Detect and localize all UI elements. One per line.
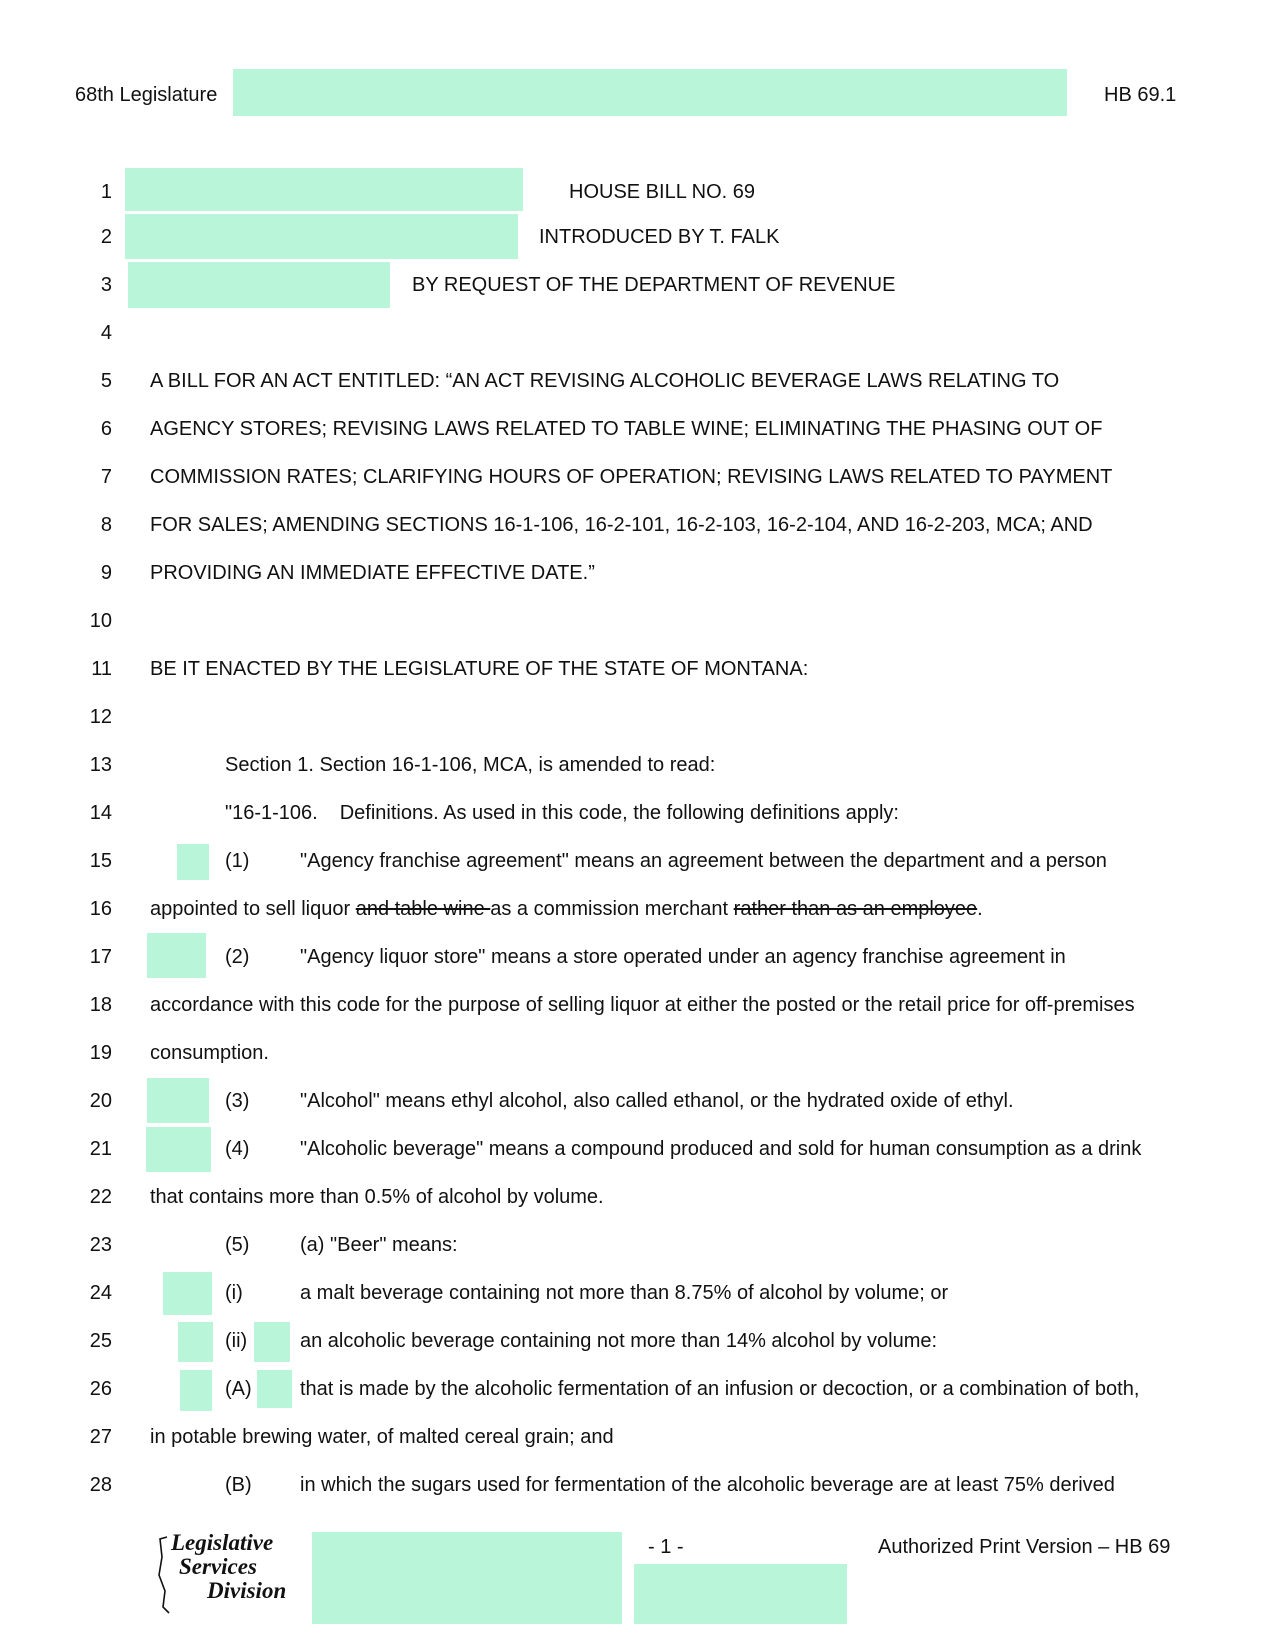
line-number: 4 bbox=[100, 322, 112, 344]
line-number: 11 bbox=[91, 658, 112, 680]
page-number: - 1 - bbox=[648, 1536, 684, 1558]
text-segment: appointed to sell liquor bbox=[150, 898, 356, 920]
subsection-marker: (5) bbox=[225, 1234, 250, 1256]
line-number: 13 bbox=[89, 754, 112, 776]
text-segment: as a commission merchant bbox=[490, 898, 734, 920]
definition-text: "Alcoholic beverage" means a compound produced and sold for human consumption as a drink bbox=[300, 1138, 1142, 1160]
line-number: 16 bbox=[89, 898, 112, 920]
subsection-marker: (i) bbox=[225, 1282, 243, 1304]
subsection-marker: (ii) bbox=[225, 1330, 248, 1352]
definition-text: an alcoholic beverage containing not more than 14% alcohol by volume: bbox=[300, 1330, 938, 1352]
line-number: 28 bbox=[89, 1474, 112, 1496]
bill-number: HOUSE BILL NO. 69 bbox=[569, 181, 755, 203]
line-number: 9 bbox=[100, 562, 112, 584]
definition-text: that contains more than 0.5% of alcohol by volume. bbox=[150, 1186, 604, 1208]
stricken-text: rather than as an employee bbox=[733, 898, 978, 920]
logo-text: Services bbox=[179, 1554, 257, 1579]
bill-request: BY REQUEST OF THE DEPARTMENT OF REVENUE bbox=[412, 274, 896, 296]
act-title-line: AGENCY STORES; REVISING LAWS RELATED TO TABLE WINE; ELIMINATING THE PHASING OUT OF bbox=[150, 418, 1103, 440]
subsection-marker: (1) bbox=[225, 850, 250, 872]
redaction-header bbox=[233, 69, 1067, 116]
line-number: 26 bbox=[89, 1378, 112, 1400]
line-number: 19 bbox=[89, 1042, 112, 1064]
subsection-marker: (2) bbox=[225, 946, 250, 968]
section-title: Definitions. bbox=[339, 802, 439, 824]
redaction-box bbox=[180, 1370, 212, 1411]
line-number: 22 bbox=[89, 1186, 112, 1208]
section-number: "16-1-106. bbox=[225, 802, 318, 824]
print-version: Authorized Print Version – HB 69 bbox=[878, 1536, 1171, 1558]
line-number: 3 bbox=[100, 274, 112, 296]
redaction-box bbox=[178, 1322, 213, 1362]
enacting-clause: BE IT ENACTED BY THE LEGISLATURE OF THE STATE OF MONTANA: bbox=[150, 658, 809, 680]
bill-sponsor: INTRODUCED BY T. FALK bbox=[539, 226, 780, 248]
line-number: 23 bbox=[89, 1234, 112, 1256]
redaction-box bbox=[177, 844, 209, 880]
definition-heading bbox=[225, 801, 899, 825]
line-number: 12 bbox=[89, 706, 112, 728]
definition-text: a malt beverage containing not more than 8.75% of alcohol by volume; or bbox=[300, 1282, 949, 1304]
line-number: 7 bbox=[100, 466, 112, 488]
redaction-box bbox=[147, 933, 206, 978]
definition-text: (a) "Beer" means: bbox=[300, 1234, 458, 1256]
definition-text bbox=[150, 897, 983, 921]
subsection-marker: (3) bbox=[225, 1090, 250, 1112]
subsection-marker: (4) bbox=[225, 1138, 250, 1160]
definition-text: in which the sugars used for fermentation of the alcoholic beverage are at least 75% derived bbox=[300, 1474, 1115, 1496]
redaction-box bbox=[125, 214, 518, 259]
redaction-box bbox=[163, 1272, 212, 1315]
line-number: 21 bbox=[89, 1138, 112, 1160]
act-title-line: A BILL FOR AN ACT ENTITLED: “AN ACT REVISING ALCOHOLIC BEVERAGE LAWS RELATING TO bbox=[150, 370, 1060, 392]
stricken-text: and table wine bbox=[355, 898, 491, 920]
line-number: 10 bbox=[89, 610, 112, 632]
definition-text: in potable brewing water, of malted cereal grain; and bbox=[150, 1426, 614, 1448]
redaction-box bbox=[125, 168, 523, 211]
line-number: 1 bbox=[100, 181, 112, 203]
header-bill-version: HB 69.1 bbox=[1104, 84, 1177, 106]
subsection-marker: (B) bbox=[225, 1474, 252, 1496]
line-number: 18 bbox=[89, 994, 112, 1016]
redaction-box bbox=[146, 1127, 211, 1172]
header-legislature: 68th Legislature bbox=[75, 84, 218, 106]
logo-text: Legislative bbox=[171, 1530, 274, 1555]
line-number: 15 bbox=[89, 850, 112, 872]
redaction-box bbox=[634, 1564, 847, 1624]
definition-text: "Agency franchise agreement" means an agreement between the department and a person bbox=[300, 850, 1107, 872]
line-number: 24 bbox=[89, 1282, 112, 1304]
subsection-marker: (A) bbox=[225, 1378, 252, 1400]
redaction-box bbox=[254, 1322, 290, 1362]
definition-text: accordance with this code for the purpose of selling liquor at either the posted or the retail price for off-premises bbox=[150, 994, 1135, 1016]
act-title-line: PROVIDING AN IMMEDIATE EFFECTIVE DATE.” bbox=[150, 562, 595, 584]
definition-text: "Agency liquor store" means a store operated under an agency franchise agreement in bbox=[300, 946, 1066, 968]
line-number: 14 bbox=[89, 802, 112, 824]
line-number: 8 bbox=[100, 514, 112, 536]
line-number: 17 bbox=[89, 946, 112, 968]
line-number: 6 bbox=[100, 418, 112, 440]
redaction-box bbox=[128, 262, 390, 308]
logo-border-icon bbox=[157, 1535, 171, 1615]
redaction-box bbox=[147, 1078, 209, 1123]
line-number: 2 bbox=[100, 226, 112, 248]
line-number: 25 bbox=[89, 1330, 112, 1352]
definition-text: consumption. bbox=[150, 1042, 269, 1064]
logo-text: Division bbox=[207, 1578, 287, 1603]
section-heading: Section 1. Section 16-1-106, MCA, is amended to read: bbox=[225, 754, 716, 776]
legislative-services-logo bbox=[165, 1531, 300, 1623]
line-number: 27 bbox=[89, 1426, 112, 1448]
redaction-box bbox=[257, 1370, 292, 1408]
line-number: 20 bbox=[89, 1090, 112, 1112]
line-number: 5 bbox=[100, 370, 112, 392]
act-title-line: FOR SALES; AMENDING SECTIONS 16-1-106, 16-2-101, 16-2-103, 16-2-104, AND 16-2-203, MCA; AND bbox=[150, 514, 1093, 536]
definition-text: "Alcohol" means ethyl alcohol, also called ethanol, or the hydrated oxide of ethyl. bbox=[300, 1090, 1014, 1112]
redaction-box bbox=[312, 1532, 622, 1624]
definition-text: that is made by the alcoholic fermentation of an infusion or decoction, or a combination of both, bbox=[300, 1378, 1140, 1400]
act-title-line: COMMISSION RATES; CLARIFYING HOURS OF OPERATION; REVISING LAWS RELATED TO PAYMENT bbox=[150, 466, 1113, 488]
section-intro: As used in this code, the following definitions apply: bbox=[443, 802, 899, 824]
text-segment: . bbox=[977, 898, 983, 920]
